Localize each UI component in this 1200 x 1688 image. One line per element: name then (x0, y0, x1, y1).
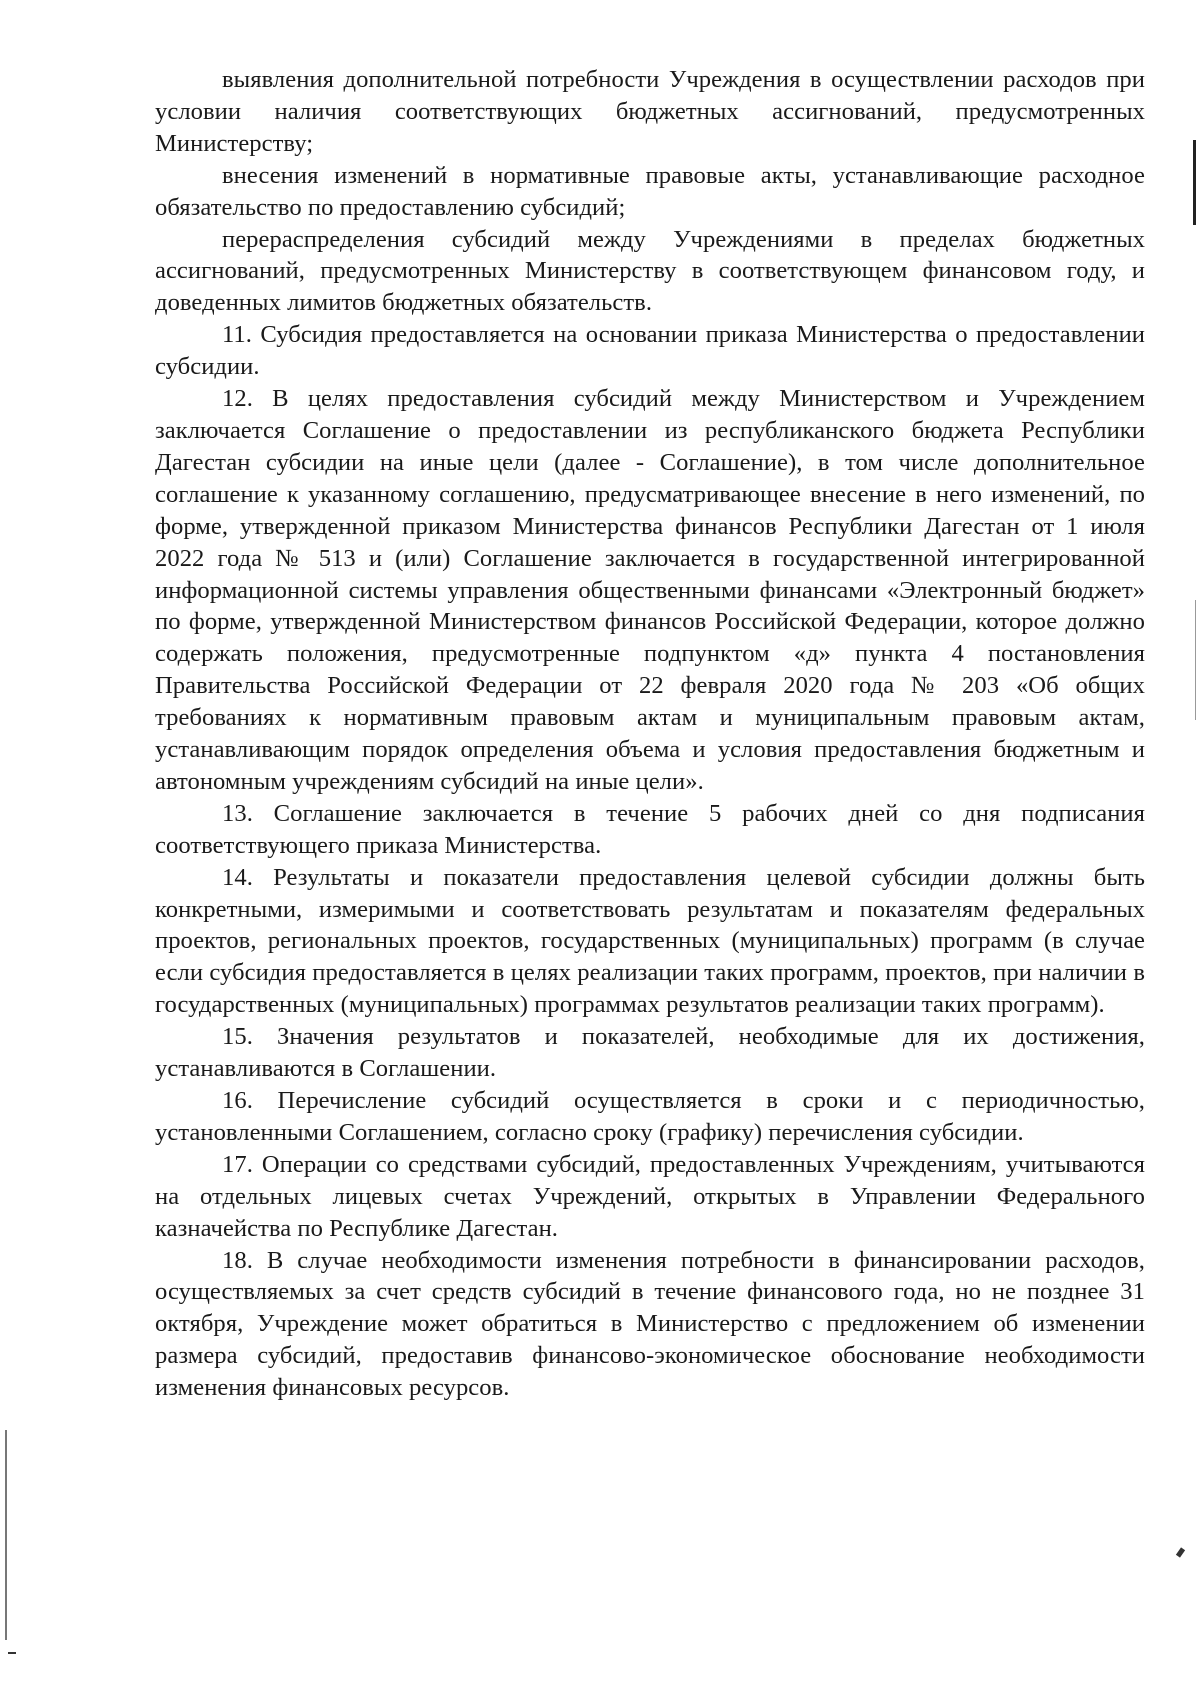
paragraph-item-16: 16. Перечисление субсидий осуществляется в сроки и с периодичностью, установленными Соглашением, согласно сроку (графику) перечисления субсидии. (155, 1087, 1145, 1146)
paragraph-item-13: 13. Соглашение заключается в течение 5 рабочих дней со дня подписания соответствующего приказа Министерства. (155, 799, 1145, 859)
paragraph-item-11: 11. Субсидия предоставляется на основании приказа Министерства о предоставлении субсидии. (155, 321, 1145, 381)
paragraph-redistribution: перераспределения субсидий между Учреждениями в пределах бюджетных ассигнований, предусмотренных Министерству в соответствующем финансовом году, и доведенных лимитов бюджетных обязательств. (155, 225, 1145, 317)
scan-artifact-right-bottom (1176, 1547, 1185, 1557)
paragraph-additional-need: выявления дополнительной потребности Учреждения в осуществлении расходов при условии наличия соответствующих бюджетных ассигнований, предусмотренных Министерству; (155, 66, 1145, 157)
paragraph-item-18: 18. В случае необходимости изменения потребности в финансировании расходов, осуществляемых за счет средств субсидий в течение финансового года, но не позднее 31 октября, Учреждение может обратиться в Министерство с предложением об изменении размера субсидий, предоставив финансово-экономическое обоснование необходимости изменения финансовых ресурсов. (155, 1246, 1145, 1402)
scan-artifact-right-top (1193, 140, 1196, 225)
scan-artifact-left-line (5, 1430, 7, 1640)
paragraph-item-15: 15. Значения результатов и показателей, необходимые для их достижения, устанавливаются в Соглашении. (155, 1023, 1145, 1083)
paragraph-item-12: 12. В целях предоставления субсидий между Министерством и Учреждением заключается Соглашение о предоставлении из республиканского бюджета Республики Дагестан субсидии на иные цели (далее - Соглашение), в том числе дополнительное соглашение к указанному соглашению, предусматривающее внесение в него изменений, по форме, утвержденной приказом Министерства финансов Республики Дагестан от 1 июля 2022 года № 513 и (или) Соглашение заключается в государственной интегрированной информационной системы управления общественными финансами «Электронный бюджет» по форме, утвержденной Министерством финансов Российской Федерации, которое должно содержать положения, предусмотренные подпунктом «д» пункта 4 постановления Правительства Российской Федерации от 22 февраля 2020 года № 203 «Об общих требованиях к нормативным правовым актам и муниципальным правовым актам, устанавливающим порядок определения объема и условия предоставления бюджетным и автономным учреждениям субсидий на иные цели». (155, 385, 1145, 795)
paragraph-item-17: 17. Операции со средствами субсидий, предоставленных Учреждениям, учитываются на отдельных лицевых счетах Учреждений, открытых в Управлении Федерального казначейства по Республике Дагестан. (155, 1150, 1145, 1242)
scan-artifact-left-tick (8, 1652, 16, 1654)
paragraph-normative-changes: внесения изменений в нормативные правовые акты, устанавливающие расходное обязательство по предоставлению субсидий; (155, 161, 1145, 221)
scan-artifact-right-line (1195, 600, 1196, 720)
document-body (155, 64, 1145, 1404)
paragraph-item-14: 14. Результаты и показатели предоставления целевой субсидии должны быть конкретными, измеримыми и соответствовать результатам и показателям федеральных проектов, региональных проектов, государственных (муниципальных) программ (в случае если субсидия предоставляется в целях реализации таких программ, проектов, при наличии в государственных (муниципальных) программах результатов реализации таких программ). (155, 863, 1145, 1019)
